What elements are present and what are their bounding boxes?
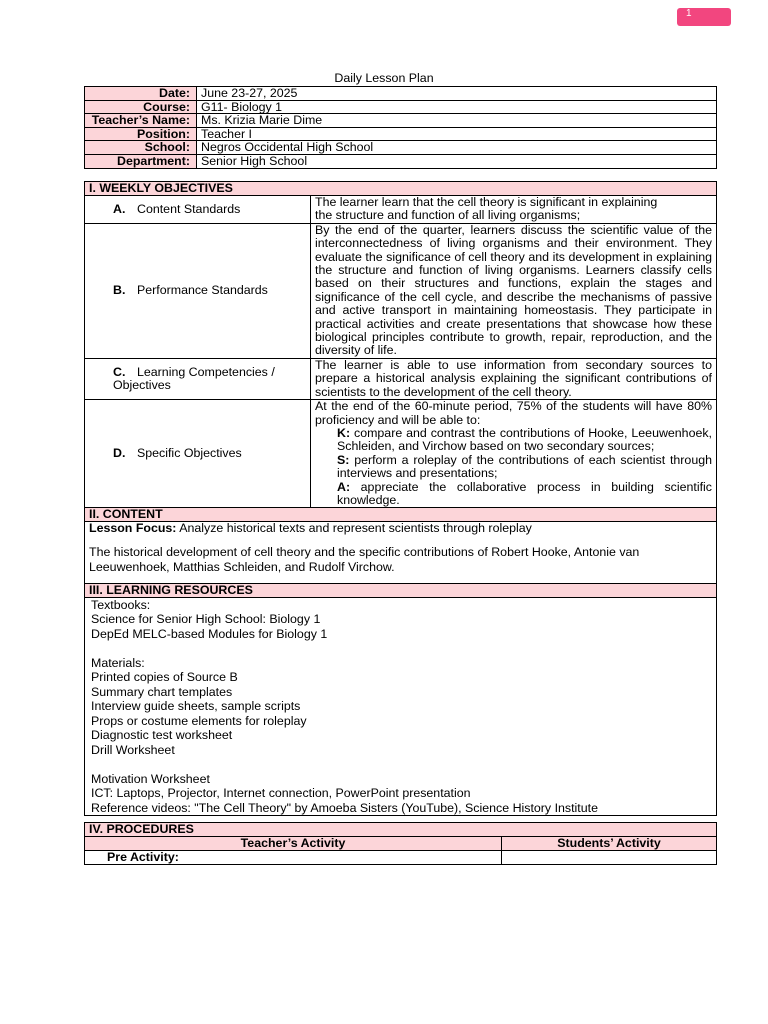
objective-skill — [315, 454, 712, 481]
lesson-focus-label: Lesson Focus: — [89, 521, 177, 536]
info-label: Department: — [85, 154, 197, 168]
info-value: June 23-27, 2025 — [197, 87, 717, 101]
textbook-item: Science for Senior High School: Biology 1 — [91, 612, 321, 627]
objective-row-d — [85, 400, 717, 508]
material-item: Diagnostic test worksheet — [91, 728, 233, 743]
material-item: Interview guide sheets, sample scripts — [91, 699, 301, 714]
info-value: Ms. Krizia Marie Dime — [197, 114, 717, 128]
material-item: Props or costume elements for roleplay — [91, 713, 307, 728]
objective-row-b — [85, 223, 717, 358]
resources-cell — [85, 597, 717, 816]
info-label: Teacher’s Name: — [85, 114, 197, 128]
weekly-objectives-heading: I. WEEKLY OBJECTIVES — [85, 182, 717, 196]
objective-label: Content Standards — [137, 201, 241, 216]
objective-letter: C. — [113, 364, 126, 379]
page-number-badge: 1 — [677, 8, 731, 26]
info-label: Position: — [85, 127, 197, 141]
learning-resources-heading: III. LEARNING RESOURCES — [85, 583, 717, 597]
objective-row-c — [85, 358, 717, 399]
resource-extra: ICT: Laptops, Projector, Internet connection, PowerPoint presentation — [91, 786, 471, 801]
procedures-table — [84, 822, 717, 865]
objective-attitude — [315, 481, 712, 508]
lesson-info-table — [84, 86, 717, 169]
info-label: School: — [85, 141, 197, 155]
procedures-heading: IV. PROCEDURES — [85, 823, 717, 837]
textbooks-label: Textbooks: — [91, 597, 151, 612]
pre-activity-students-cell — [502, 851, 717, 865]
resource-extra: Reference videos: "The Cell Theory" by Amoeba Sisters (YouTube), Science History Institute — [91, 800, 598, 815]
content-body: The historical development of cell theory and the specific contributions of Robert Hooke, Antonie van Leeuwenhoek, Matthias Schleiden, and Rudolf Virchow. — [89, 544, 640, 574]
material-item: Printed copies of Source B — [91, 670, 238, 685]
objective-label: Specific Objectives — [137, 446, 242, 461]
info-value: Negros Occidental High School — [197, 141, 717, 155]
learning-competencies-text: The learner is able to use information from secondary sources to prepare a historical analysis explaining the significant contributions of scientists to the development of the cell theory. — [311, 358, 717, 399]
teacher-activity-header: Teacher’s Activity — [85, 837, 502, 851]
info-row-teacher — [85, 114, 717, 128]
lesson-plan-table — [84, 181, 717, 816]
performance-standards-text: By the end of the quarter, learners discuss the scientific value of the interconnectedness of living organisms and their environment. They evaluate the significance of cell theory and its development in explaining the structure and function of living organisms. Learners classify cells based on their structures and functions, explain the stages and significance of the cell cycle, and describe the mechanisms of passive and active transport in maintaining homeostasis. They participate in practical activities and create presentations that showcase how these biological principles contribute to growth, repair, reproduction, and the diversity of life. — [311, 223, 717, 358]
info-label: Date: — [85, 87, 197, 101]
objective-label: Performance Standards — [137, 283, 268, 298]
objective-letter: B. — [113, 283, 126, 298]
students-activity-header: Students’ Activity — [502, 837, 717, 851]
objective-knowledge — [315, 427, 712, 454]
objective-label: Learning Competencies / Objectives — [113, 364, 275, 392]
objective-letter: D. — [113, 446, 126, 461]
specific-objectives-cell — [311, 400, 717, 508]
document-title: Daily Lesson Plan — [334, 71, 434, 85]
objective-row-a — [85, 196, 717, 224]
textbook-item: DepEd MELC-based Modules for Biology 1 — [91, 626, 328, 641]
info-row-course — [85, 100, 717, 114]
content-standards-text: The learner learn that the cell theory is significant in explaining the structure and function of all living organisms; — [311, 196, 717, 224]
materials-label: Materials: — [91, 655, 145, 670]
objective-k-label: K: — [337, 425, 351, 440]
objective-s-label: S: — [337, 452, 350, 467]
material-item: Drill Worksheet — [91, 742, 175, 757]
info-label: Course: — [85, 100, 197, 114]
content-cell — [85, 522, 717, 583]
objective-s-text: perform a roleplay of the contributions of each scientist through interviews and presentations; — [337, 452, 712, 481]
objective-a-text: appreciate the collaborative process in building scientific knowledge. — [337, 479, 712, 507]
info-row-position — [85, 127, 717, 141]
objective-a-label: A: — [337, 479, 351, 494]
lesson-focus — [89, 522, 712, 535]
info-row-date — [85, 87, 717, 101]
info-value: G11- Biology 1 — [197, 100, 717, 114]
resource-extra: Motivation Worksheet — [91, 771, 210, 786]
pre-activity-label: Pre Activity: — [85, 851, 502, 865]
objective-letter: A. — [113, 201, 126, 216]
content-heading: II. CONTENT — [85, 508, 717, 522]
objective-k-text: compare and contrast the contributions of Hooke, Leeuwenhoek, Schleiden, and Virchow based on two secondary sources; — [337, 425, 712, 454]
info-row-school — [85, 141, 717, 155]
specific-objectives-intro: At the end of the 60-minute period, 75% of the students will have 80% proficiency and will be able to: — [315, 399, 712, 427]
lesson-focus-text: Analyze historical texts and represent scientists through roleplay — [179, 521, 532, 536]
info-row-department — [85, 154, 717, 168]
info-value: Teacher I — [197, 127, 717, 141]
info-value: Senior High School — [197, 154, 717, 168]
material-item: Summary chart templates — [91, 684, 233, 699]
